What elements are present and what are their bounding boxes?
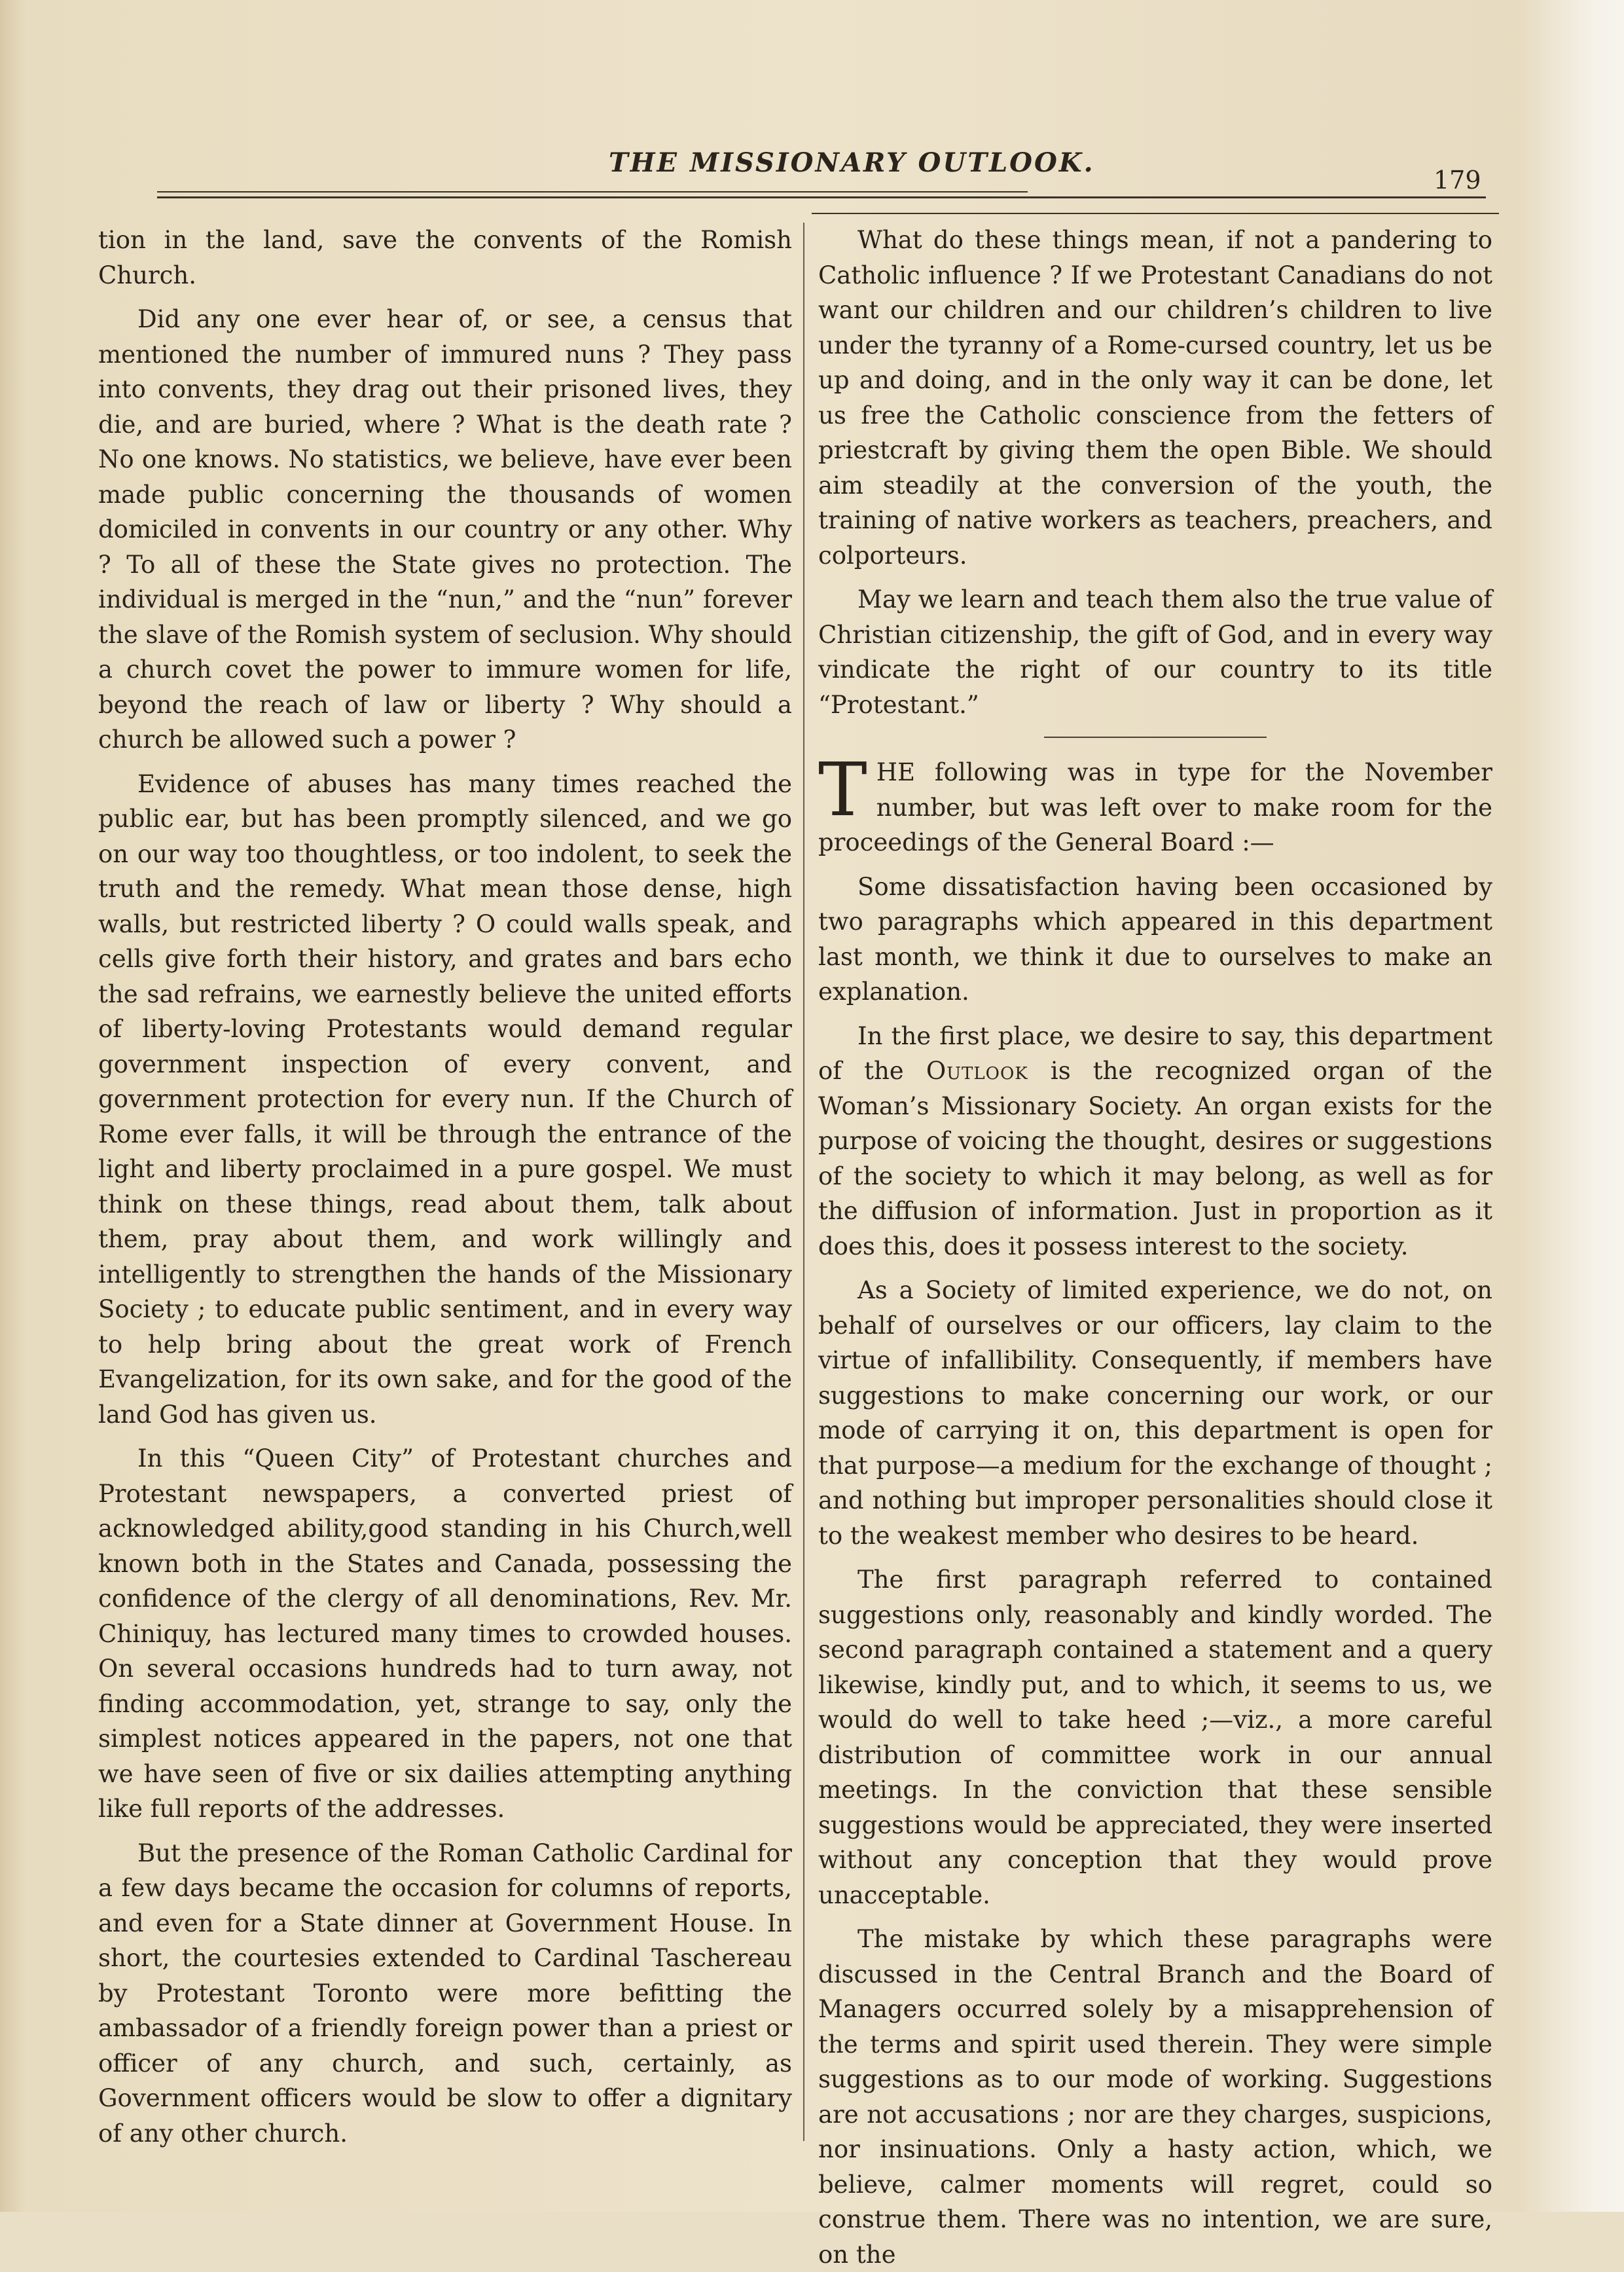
header-rule-right [812,213,1499,214]
column-divider [803,223,804,2141]
header-rule-main [157,196,1486,198]
outlook-name: Outlook [926,1057,1028,1085]
section-divider [1044,737,1267,738]
notice-intro-text: HE following was in type for the November number, but was left over to make room for the proceedings of the General Board :— [818,758,1492,856]
paragraph: tion in the land, save the convents of the Romish Church. [98,226,792,289]
page-number: 179 [1434,166,1481,194]
paragraph-text: is the recognized organ of the Woman’s Missionary Society. An organ exists for the purpose of voicing the thought, desires or suggestions of the society to which it may belong, as well as for the diffusion of information. Just in proportion as it does this, does it possess interest to the society. [818,1057,1492,1260]
page-edge [1519,0,1624,2212]
page-header [151,147,1492,194]
drop-cap: T [818,748,867,833]
left-column [98,223,792,2151]
paragraph: As a Society of limited experience, we do not, on behalf of ourselves or our officers, lay claim to the virtue of infallibility. Consequently, if members have suggestions to make concerning our work, or our mode of carrying it on, this department is open for that purpose—a medium for the exchange of thought ; and nothing but improper personalities should close it to the weakest member who desires to be heard. [818,1276,1492,1550]
paragraph: May we learn and teach them also the true value of Christian citizenship, the gift of God, and in every way vindicate the right of our country to its title “Protestant.” [818,585,1492,719]
header-rule-thin [157,191,1028,192]
paragraph: Some dissatisfaction having been occasioned by two paragraphs which appeared in this department last month, we think it due to ourselves to make an explanation. [818,872,1492,1006]
paragraph: In this “Queen City” of Protestant churches and Protestant newspapers, a converted priest of acknowledged ability,good standing in his Church,well known both in the States and Canada, possessing the confidence of the clergy of all denominations, Rev. Mr. Chiniquy, has lectured many times to crowded houses. On several occasions hundreds had to turn away, not finding accommodation, yet, strange to say, only the simplest notices appeared in the papers, not one that we have seen of five or six dailies attempting anything like full reports of the addresses. [98,1444,792,1823]
paragraph: Evidence of abuses has many times reached the public ear, but has been promptly silenced, and we go on our way too thoughtless, or too indolent, to seek the truth and the remedy. What mean those dense, high walls, but restricted liberty ? O could walls speak, and cells give forth their history, and grates and bars echo the sad refrains, we earnestly believe the united efforts of liberty-loving Protestants would demand regular government inspection of every convent, and government protection for every nun. If the Church of Rome ever falls, it will be through the entrance of the light and liberty proclaimed in a pure gospel. We must think on these things, read about them, talk about them, pray about them, and work willingly and intelligently to strengthen the hands of the Missionary Society ; to educate public sentiment, and in every way to help bring about the great work of French Evangelization, for its own sake, and for the good of the land God has given us. [98,769,792,1429]
paragraph: The mistake by which these paragraphs were discussed in the Central Branch and the Board of Managers occurred solely by a misapprehension of the terms and spirit used therein. They were simple suggestions as to our mode of working. Suggestions are not accusations ; nor are they charges, suspicions, nor insinuations. Only a hasty action, which, we believe, calmer moments will regret, could so construe them. There was no intention, we are sure, on the [818,1925,1492,2269]
paragraph: The first paragraph referred to contained suggestions only, reasonably and kindly worded. The second paragraph contained a statement and a query likewise, kindly put, and to which, it seems to us, we would do well to take heed ;—viz., a more careful distribution of committee work in our annual meetings. In the conviction that these sensible suggestions would be appreciated, they were inserted without any conception that they would prove unacceptable. [818,1566,1492,1909]
notice-intro-paragraph [818,748,1492,860]
paragraph: Did any one ever hear of, or see, a census that mentioned the number of immured nuns ? They pass into convents, they drag out their prisoned lives, they die, and are buried, where ? What is the death rate ? No one knows. No statistics, we believe, have ever been made public concerning the thousands of women domiciled in convents in our country or any other. Why ? To all of these the State gives no protection. The individual is merged in the “nun,” and the “nun” forever the slave of the Romish system of seclusion. Why should a church covet the power to immure women for life, beyond the reach of law or liberty ? Why should a church be allowed such a power ? [98,305,792,754]
running-title: THE MISSIONARY OUTLOOK. [609,147,1095,178]
paragraph: But the presence of the Roman Catholic Cardinal for a few days became the occasion for columns of reports, and even for a State dinner at Government House. In short, the courtesies extended to Cardinal Taschereau by Protestant Toronto were more befitting the ambassador of a friendly foreign power than a priest or officer of any church, and such, certainly, as Government officers would be slow to offer a dignitary of any other church. [98,1839,792,2148]
paragraph-text: In the first place, we desire to say, this department of the [818,1021,1492,1085]
paragraph [818,1019,1492,1264]
right-column [818,223,1492,2272]
paragraph: What do these things mean, if not a pandering to Catholic influence ? If we Protestant Canadians do not want our children and our children’s children to live under the tyranny of a Rome-cursed country, let us be up and doing, and in the only way it can be done, let us free the Catholic conscience from the fetters of priestcraft by giving them the open Bible. We should aim steadily at the conversion of the youth, the training of native workers as teachers, preachers, and colporteurs. [818,226,1492,570]
